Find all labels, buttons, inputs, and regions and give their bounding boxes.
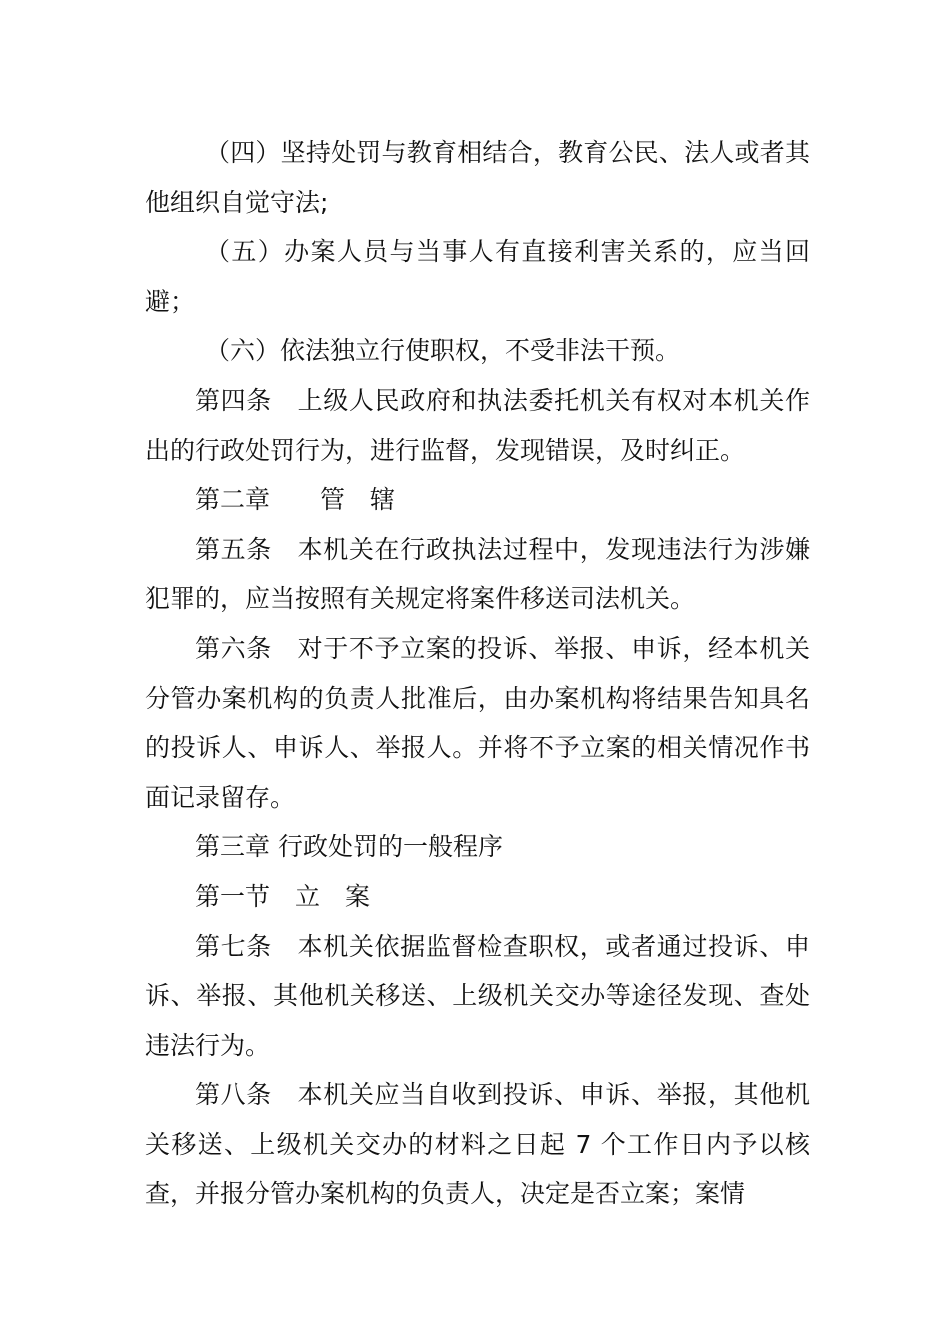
article-5: 第五条 本机关在行政执法过程中，发现违法行为涉嫌犯罪的，应当按照有关规定将案件移送司法机关。 [145, 534, 810, 614]
article-7: 第七条 本机关依据监督检查职权，或者通过投诉、申诉、举报、其他机关移送、上级机关交办等途径发现、查处违法行为。 [145, 931, 810, 1060]
document-body [145, 128, 810, 1219]
section-1-heading: 第一节 立 案 [195, 881, 371, 911]
article-8: 第八条 本机关应当自收到投诉、申诉、举报，其他机关移送、上级机关交办的材料之日起 7 个工作日内予以核查，并报分管办案机构的负责人，决定是否立案；案情 [145, 1080, 810, 1209]
chapter-3-heading: 第三章 行政处罚的一般程序 [195, 832, 503, 862]
article-6: 第六条 对于不予立案的投诉、举报、申诉，经本机关分管办案机构的负责人批准后，由办案机构将结果告知具名的投诉人、申诉人、举报人。并将不予立案的相关情况作书面记录留存。 [145, 633, 810, 812]
list-item-5: （五）办案人员与当事人有直接利害关系的，应当回避； [145, 237, 810, 316]
list-item-6: （六）依法独立行使职权，不受非法干预。 [205, 336, 681, 366]
chapter-2-heading: 第二章 管 辖 [195, 485, 396, 515]
list-item-4: （四）坚持处罚与教育相结合，教育公民、法人或者其他组织自觉守法; [145, 138, 810, 217]
article-4: 第四条 上级人民政府和执法委托机关有权对本机关作出的行政处罚行为，进行监督，发现错误，及时纠正。 [145, 385, 810, 465]
